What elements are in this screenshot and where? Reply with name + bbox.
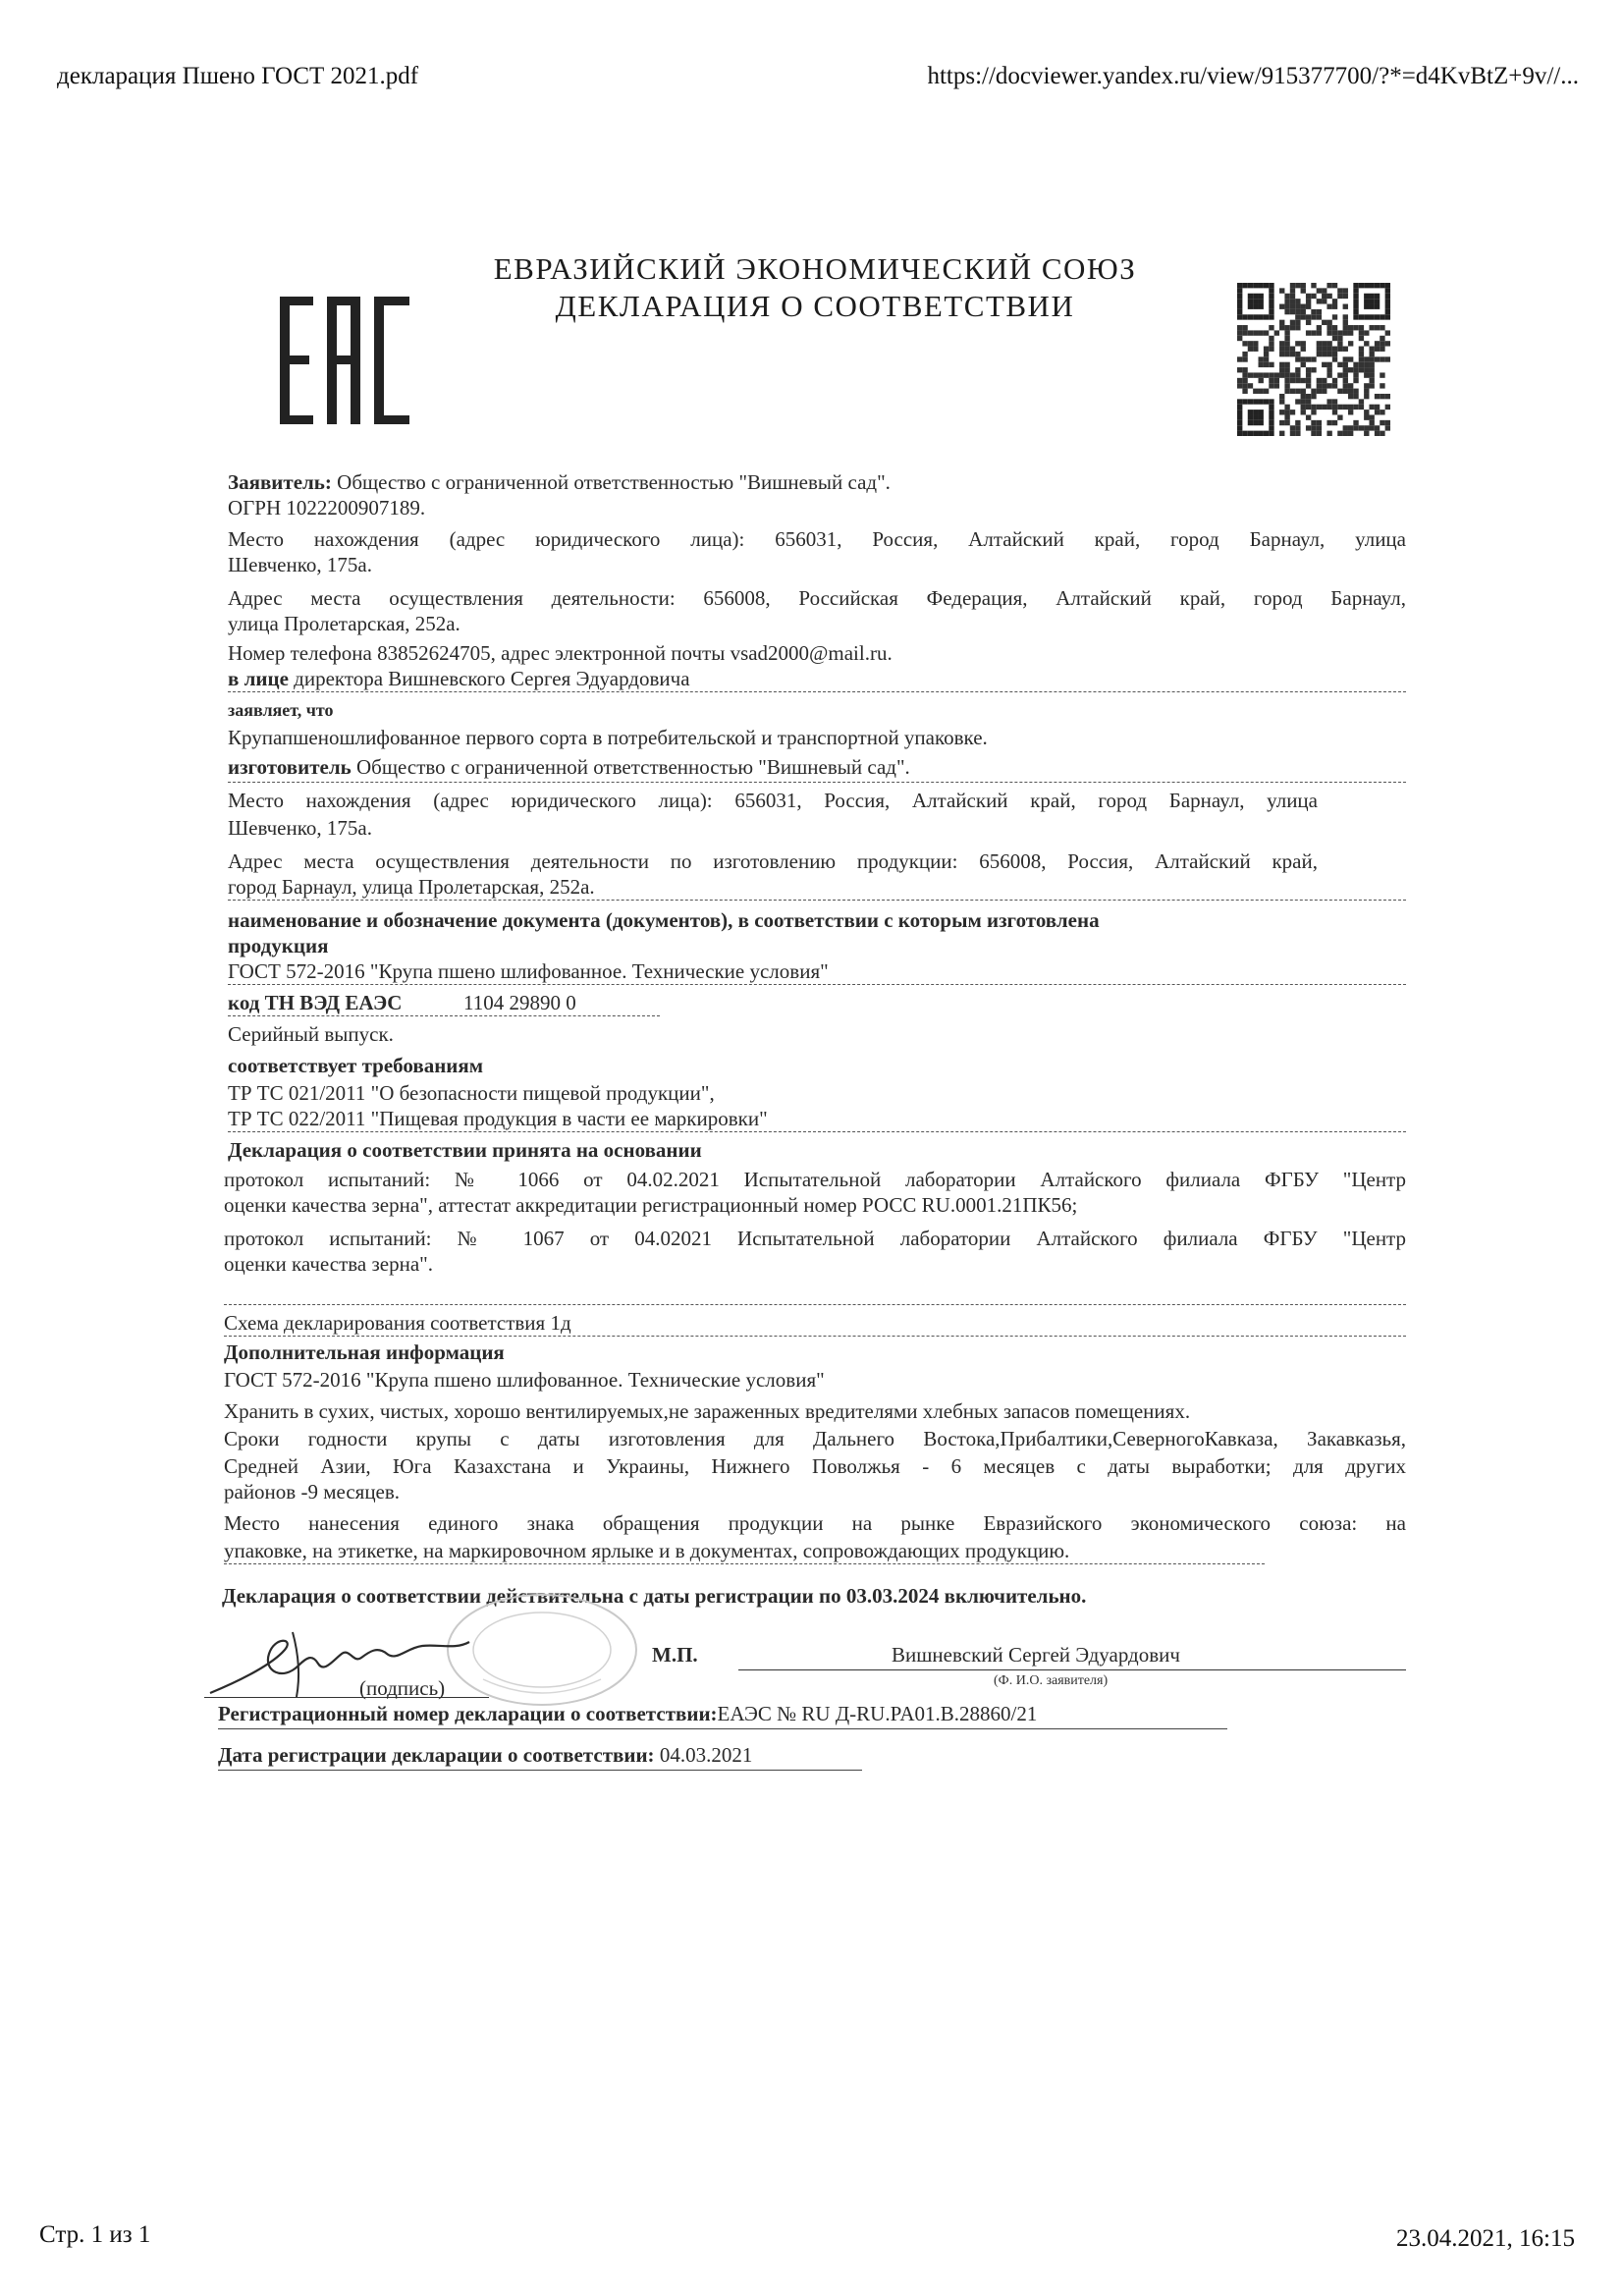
ogrn: ОГРН 1022200907189.	[228, 496, 426, 519]
mp-label: М.П.	[652, 1643, 698, 1667]
shelf-life-2: Средней Азии, Юга Казахстана и Украины, Нижнего Поволжья - 6 месяцев с даты выработки; для других	[224, 1454, 1406, 1478]
title-declaration: ДЕКЛАРАЦИЯ О СООТВЕТСТВИИ	[555, 289, 1075, 323]
additional-standard: ГОСТ 572-2016 "Крупа пшено шлифованное. Технические условия"	[224, 1368, 825, 1392]
tr-021: ТР ТС 021/2011 "О безопасности пищевой продукции",	[228, 1081, 715, 1105]
print-footer-datetime: 23.04.2021, 16:15	[1396, 2225, 1575, 2252]
signer-line	[738, 1669, 1406, 1670]
divider-4	[228, 984, 1406, 985]
complies-label: соответствует требованиям	[228, 1054, 484, 1077]
signature-caption: (подпись)	[359, 1676, 446, 1700]
qr-code-graphic	[1237, 283, 1390, 436]
standard-label-1: наименование и обозначение документа (документов), в соответствии с которым изготовлена	[228, 908, 1100, 932]
mfr-activity-2: город Барнаул, улица Пролетарская, 252а.	[228, 875, 595, 899]
divider-7	[224, 1304, 1406, 1305]
activity-address-1: Адрес места осуществления деятельности: 656008, Российская Федерация, Алтайский край, город Барнаул,	[228, 586, 1406, 610]
divider-2	[228, 782, 1406, 783]
represented-by: директора Вишневского Сергея Эдуардовича	[294, 667, 690, 690]
tn-ved-label: код ТН ВЭД ЕАЭС	[228, 991, 403, 1014]
marking-place-2: упаковке, на этикетке, на маркировочном ярлыке и в документах, сопровождающих продукцию.	[224, 1539, 1070, 1562]
phone-email: Номер телефона 83852624705, адрес электронной почты vsad2000@mail.ru.	[228, 641, 893, 665]
manufacturer-label: изготовитель	[228, 755, 352, 779]
standard: ГОСТ 572-2016 "Крупа пшено шлифованное. Технические условия"	[228, 959, 829, 983]
divider-5	[228, 1015, 660, 1016]
validity: Декларация о соответствии действительна с даты регистрации по 03.03.2024 включительно.	[222, 1584, 1087, 1608]
tn-ved-code: 1104 29890 0	[463, 991, 576, 1014]
declaration-scheme: Схема декларирования соответствия 1д	[224, 1311, 571, 1335]
shelf-life-3: районов -9 месяцев.	[224, 1480, 401, 1503]
qr-code	[1237, 283, 1390, 436]
signature	[204, 1624, 489, 1703]
divider-9	[224, 1563, 1265, 1564]
reg-number: ЕАЭС № RU Д-RU.PA01.B.28860/21	[717, 1702, 1038, 1725]
basis-accreditation: оценки качества зерна", аттестат аккредитации регистрационный номер РОСС RU.0001.21ПК56;	[224, 1193, 1078, 1217]
basis-end: оценки качества зерна".	[224, 1252, 433, 1276]
applicant-label: Заявитель:	[228, 470, 332, 494]
represented-line	[228, 666, 690, 691]
registration-number-line	[218, 1701, 1037, 1726]
signer-caption: (Ф. И.О. заявителя)	[994, 1673, 1109, 1688]
shelf-life-1: Сроки годности крупы с даты изготовления для Дальнего Востока,Прибалтики,СеверногоКавказа, Закавказья,	[224, 1427, 1406, 1450]
reg-date: 04.03.2021	[659, 1743, 753, 1767]
standard-label-2: продукция	[228, 934, 329, 957]
reg-date-label: Дата регистрации декларации о соответствии:	[218, 1743, 655, 1767]
manufacturer-name: Общество с ограниченной ответственностью "Вишневый сад".	[356, 755, 910, 779]
signature-line	[204, 1697, 489, 1698]
reg-date-underline	[218, 1770, 862, 1771]
product: Крупапшеношлифованное первого сорта в потребительской и транспортной упаковке.	[228, 726, 988, 749]
reg-number-underline	[218, 1728, 1227, 1729]
tr-022: ТР ТС 022/2011 "Пищевая продукция в части ее маркировки"	[228, 1107, 768, 1130]
declares-label: заявляет, что	[228, 700, 334, 720]
divider-6	[228, 1131, 1406, 1132]
applicant-name: Общество с ограниченной ответственностью "Вишневый сад".	[337, 470, 891, 494]
print-footer-page: Стр. 1 из 1	[39, 2221, 151, 2248]
reg-number-label: Регистрационный номер декларации о соответствии:	[218, 1702, 718, 1725]
storage-conditions: Хранить в сухих, чистых, хорошо вентилируемых,не зараженных вредителями хлебных запасов помещениях.	[224, 1399, 1191, 1423]
additional-info-label: Дополнительная информация	[224, 1340, 505, 1364]
manufacturer-line	[228, 754, 910, 780]
marking-place-1: Место нанесения единого знака обращения продукции на рынке Евразийского экономического союза: на	[224, 1511, 1406, 1535]
divider-1	[228, 691, 1406, 692]
title-union: ЕВРАЗИЙСКИЙ ЭКОНОМИЧЕСКИЙ СОЮЗ	[493, 251, 1137, 286]
divider-3	[228, 900, 1406, 901]
print-header-title: декларация Пшено ГОСТ 2021.pdf	[57, 63, 419, 89]
basis-label: Декларация о соответствии принята на основании	[228, 1138, 702, 1162]
applicant-line	[228, 469, 891, 495]
print-header-url[interactable]: https://docviewer.yandex.ru/view/915377700/?*=d4KvBtZ+9v//...	[927, 63, 1579, 89]
mfr-address-1: Место нахождения (адрес юридического лица): 656031, Россия, Алтайский край, город Барнаул, улица	[228, 789, 1318, 812]
divider-8	[224, 1336, 1406, 1337]
basis-protocol-1: протокол испытаний: № 1066 от 04.02.2021 Испытательной лаборатории Алтайского филиала ФГБУ "Центр	[224, 1168, 1406, 1191]
activity-address-2: улица Пролетарская, 252а.	[228, 612, 460, 635]
serial-release: Серийный выпуск.	[228, 1022, 394, 1046]
legal-address-2: Шевченко, 175а.	[228, 553, 372, 576]
signer-name: Вишневский Сергей Эдуардович	[892, 1643, 1180, 1667]
legal-address-1: Место нахождения (адрес юридического лица): 656031, Россия, Алтайский край, город Барнаул, улица	[228, 527, 1406, 551]
represented-label: в лице	[228, 667, 289, 690]
mfr-address-2: Шевченко, 175а.	[228, 816, 372, 840]
registration-date-line	[218, 1742, 752, 1768]
mfr-activity-1: Адрес места осуществления деятельности по изготовлению продукции: 656008, Россия, Алтайский край,	[228, 849, 1318, 873]
basis-protocol-2: протокол испытаний: № 1067 от 04.02021 Испытательной лаборатории Алтайского филиала ФГБУ "Центр	[224, 1227, 1406, 1250]
